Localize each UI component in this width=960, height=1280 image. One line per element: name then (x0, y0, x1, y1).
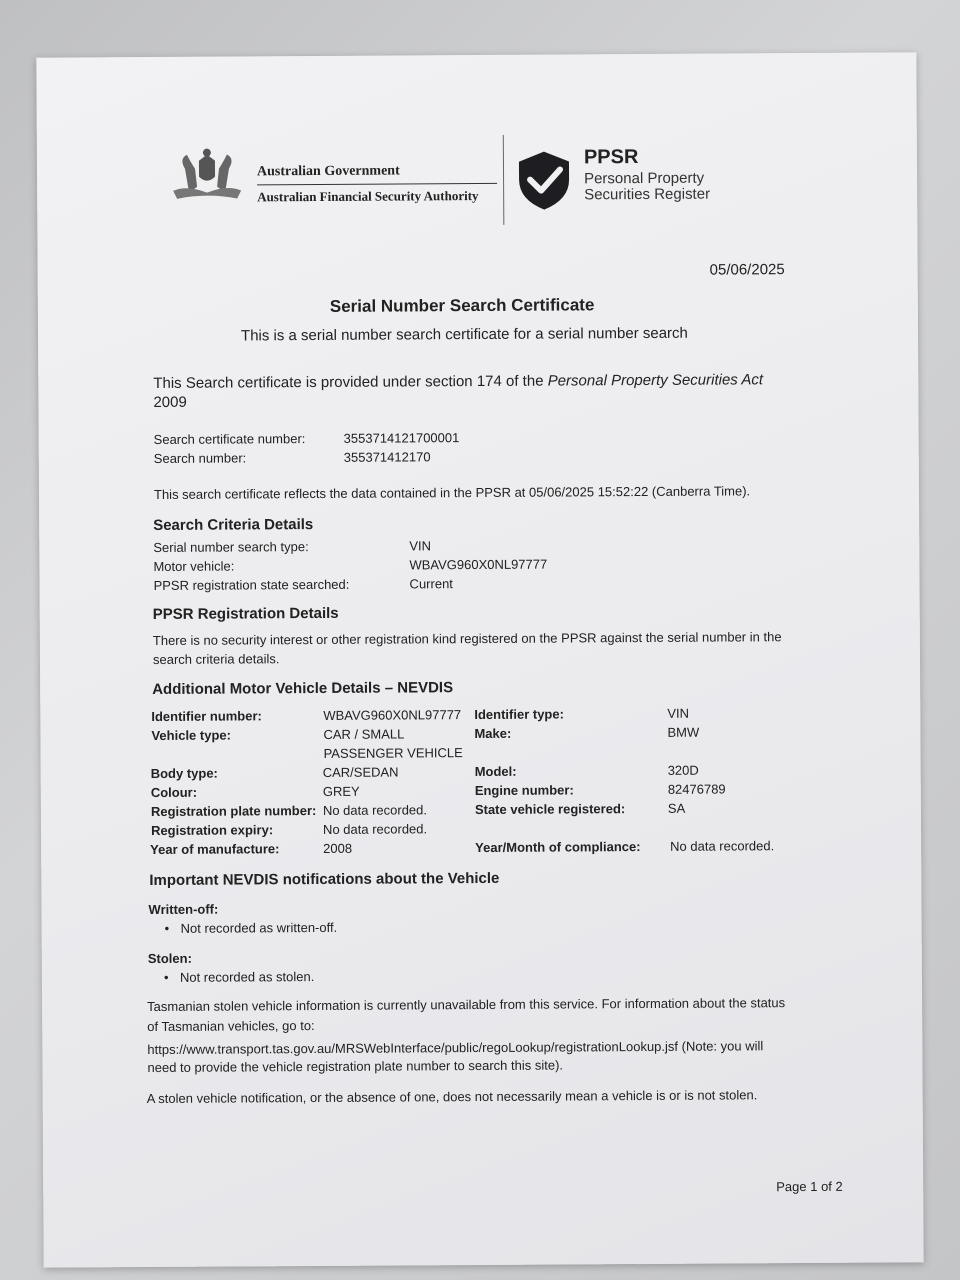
nevdis-value: GREY (322, 783, 360, 799)
reflects-statement: This search certificate reflects the data contained in the PPSR at 05/06/2025 15:52:22 (Canberra Time). (153, 483, 751, 502)
criteria-label: Serial number search type: (153, 539, 309, 555)
nevdis-value: CAR/SEDAN (322, 764, 399, 780)
coat-of-arms-icon (167, 146, 247, 206)
nevdis-value: 320D (667, 762, 699, 778)
registration-heading: PPSR Registration Details (152, 604, 339, 623)
nevdis-value: 2008 (323, 840, 353, 856)
absence-statement: A stolen vehicle notification, or the absence of one, does not necessarily mean a vehicle is or is not stolen. (146, 1087, 758, 1107)
nevdis-label: Engine number: (474, 782, 574, 799)
tasmanian-note: Tasmanian stolen vehicle information is currently unavailable from this service. For information about the status (147, 995, 786, 1015)
criteria-label: PPSR registration state searched: (153, 576, 350, 593)
nevdis-label: Identifier type: (474, 706, 564, 723)
ppsr-title: PPSR (583, 146, 639, 169)
ppsr-subtitle: Securities Register (584, 185, 711, 204)
registration-text: There is no security interest or other registration kind registered on the PPSR against the serial number in the (152, 629, 782, 648)
ppsr-subtitle: Personal Property (584, 169, 705, 188)
criteria-value: WBAVG960X0NL97777 (409, 556, 548, 573)
nevdis-label: State vehicle registered: (474, 801, 626, 818)
nevdis-value: WBAVG960X0NL97777 (323, 707, 462, 723)
nevdis-value: CAR / SMALL (323, 726, 405, 742)
certificate-date: 05/06/2025 (709, 261, 785, 279)
provided-statement: This Search certificate is provided under section 174 of the Personal Property Securities Act (153, 371, 764, 392)
nevdis-value: No data recorded. (670, 838, 775, 854)
registration-text: search criteria details. (152, 651, 280, 667)
written-off-item: • Not recorded as written-off. (181, 920, 338, 936)
nevdis-label: Vehicle type: (151, 727, 231, 744)
criteria-value: VIN (409, 538, 432, 554)
nevdis-value: SA (667, 800, 686, 816)
cert-number-value: 3553714121700001 (343, 430, 460, 446)
certificate-page (36, 52, 923, 1267)
nevdis-label: Year/Month of compliance: (475, 839, 641, 856)
nevdis-value: VIN (667, 705, 690, 721)
page-title: Serial Number Search Certificate (329, 295, 595, 316)
divider (257, 183, 497, 185)
nevdis-label: Colour: (150, 784, 198, 801)
nevdis-heading: Additional Motor Vehicle Details – NEVDIS (152, 679, 454, 699)
nevdis-label: Registration plate number: (150, 803, 317, 820)
stolen-item: • Not recorded as stolen. (180, 969, 314, 985)
nevdis-value: PASSENGER VEHICLE (323, 745, 463, 761)
search-number-value: 355371412170 (343, 449, 431, 465)
tasmanian-note: need to provide the vehicle registration plate number to search this site). (147, 1057, 564, 1076)
header-divider (503, 135, 505, 225)
search-number-label: Search number: (153, 450, 247, 466)
nevdis-value: 82476789 (667, 781, 726, 797)
nevdis-value: No data recorded. (322, 821, 428, 837)
notifications-heading: Important NEVDIS notifications about the Vehicle (149, 869, 500, 890)
nevdis-value: No data recorded. (322, 802, 428, 818)
nevdis-label: Model: (474, 763, 517, 780)
tasmanian-link-line: https://www.transport.tas.gov.au/MRSWebInterface/public/regoLookup/registrationLookup.jsf (Note: you will (147, 1038, 764, 1058)
criteria-heading: Search Criteria Details (153, 516, 314, 534)
cert-number-label: Search certificate number: (153, 431, 306, 447)
nevdis-label: Make: (474, 725, 512, 742)
agency-name: Australian Financial Security Authority (257, 188, 479, 205)
nevdis-label: Identifier number: (151, 708, 262, 725)
tasmanian-note: of Tasmanian vehicles, go to: (147, 1018, 315, 1035)
nevdis-label: Body type: (150, 765, 218, 782)
criteria-value: Current (409, 576, 453, 592)
stolen-label: Stolen: (147, 950, 192, 967)
page-number: Page 1 of 2 (776, 1178, 843, 1195)
page-subtitle: This is a serial number search certificate for a serial number search (240, 324, 688, 345)
nevdis-value: BMW (667, 724, 700, 740)
tasmanian-lookup-link[interactable]: https://www.transport.tas.gov.au/MRSWebInterface/public/regoLookup/registrationLookup.jsf (147, 1038, 679, 1058)
gov-logo (167, 145, 497, 217)
criteria-label: Motor vehicle: (153, 558, 235, 574)
provided-year: 2009 (153, 393, 187, 411)
ppsr-shield-icon (515, 149, 573, 211)
gov-name: Australian Government (256, 163, 400, 180)
nevdis-label: Registration expiry: (150, 822, 274, 839)
written-off-label: Written-off: (148, 901, 219, 918)
nevdis-label: Year of manufacture: (150, 841, 280, 858)
